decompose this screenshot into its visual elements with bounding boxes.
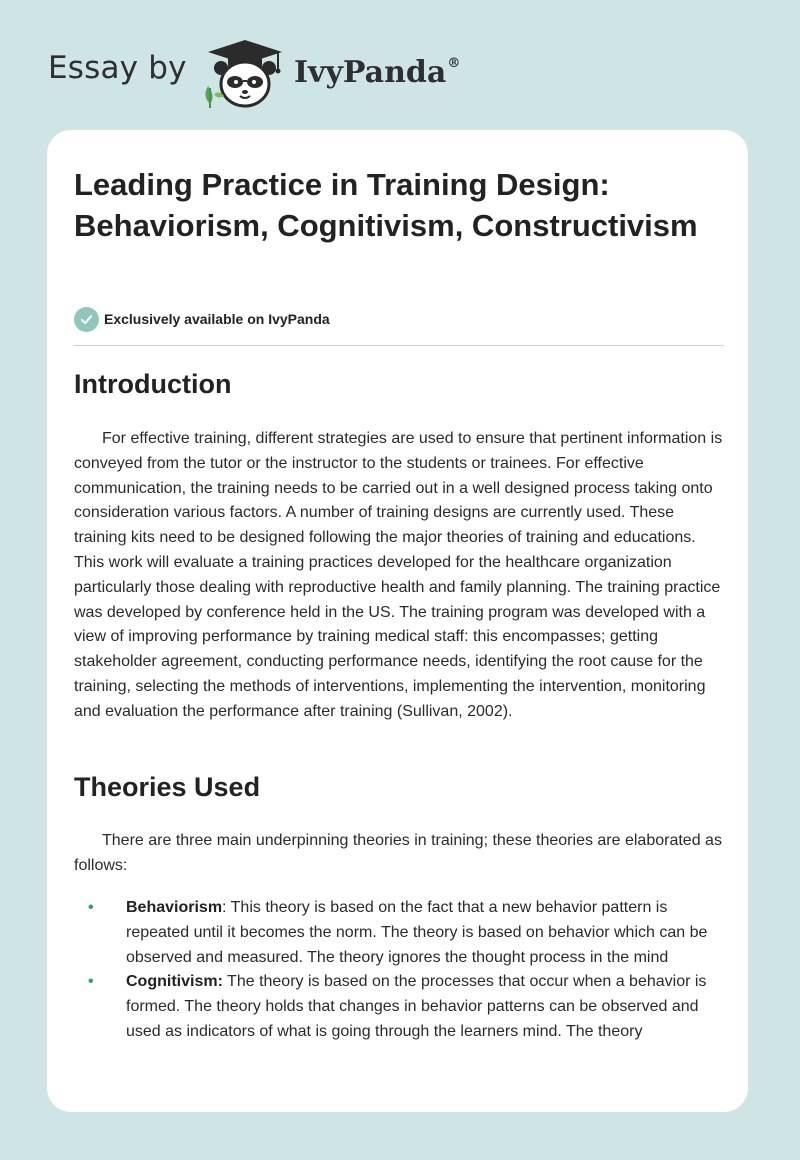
brand-name[interactable]: IvyPanda® — [294, 55, 461, 90]
section-heading-introduction: Introduction — [74, 369, 232, 399]
check-circle-icon — [74, 307, 99, 332]
panda-graduation-logo-icon[interactable] — [198, 38, 292, 110]
article-card — [47, 130, 748, 1112]
list-item-behaviorism — [74, 896, 724, 970]
article-title: Leading Practice in Training Design: Behaviorism, Cognitivism, Constructivism — [74, 167, 698, 243]
list-item-term: Cognitivism: — [126, 973, 223, 991]
theories-list — [74, 896, 724, 1045]
bullet-dot-icon: • — [88, 899, 94, 916]
theories-paragraph: There are three main underpinning theories in training; these theories are elaborated as follows: — [74, 832, 722, 874]
list-item-text: : This theory is based on the fact that a new behavior pattern is repeated until it becomes the norm. The theory is based on behavior which can be observed and measured. The theory ignores the thought process in the mind — [126, 899, 708, 966]
site-header — [0, 0, 800, 130]
badge-label: Exclusively available on IvyPanda — [104, 311, 330, 327]
section-heading-theories: Theories Used — [74, 772, 261, 802]
list-item-term: Behaviorism — [126, 899, 223, 916]
title-divider — [74, 345, 724, 346]
bullet-dot-icon: • — [88, 973, 94, 991]
list-item-text: The theory is based on the processes that occur when a behavior is formed. The theory holds that changes in behavior patterns can be observed and used as indicators of what is going through the learners mind. The theory — [126, 973, 707, 1040]
essay-by-label: Essay by — [48, 50, 187, 86]
exclusive-badge — [74, 306, 330, 332]
list-item-cognitivism — [74, 970, 724, 1044]
intro-paragraph: For effective training, different strategies are used to ensure that pertinent information is conveyed from the tutor or the instructor to the students or trainees. For effective communication, the training needs to be carried out in a well designed process taking onto consideration various factors. A number of training designs are currently used. These training kits need to be designed following the major theories of training and educations. This work will evaluate a training practices developed for the healthcare organization particularly those dealing with reproductive health and family planning. The training practice was developed by conference held in the US. The training program was developed with a view of improving performance by training medical staff: this encompasses; getting stakeholder agreement, conducting performance needs, identifying the root cause for the training, selecting the methods of interventions, implementing the intervention, monitoring and evaluation the performance after training (Sullivan, 2002). — [74, 430, 723, 720]
